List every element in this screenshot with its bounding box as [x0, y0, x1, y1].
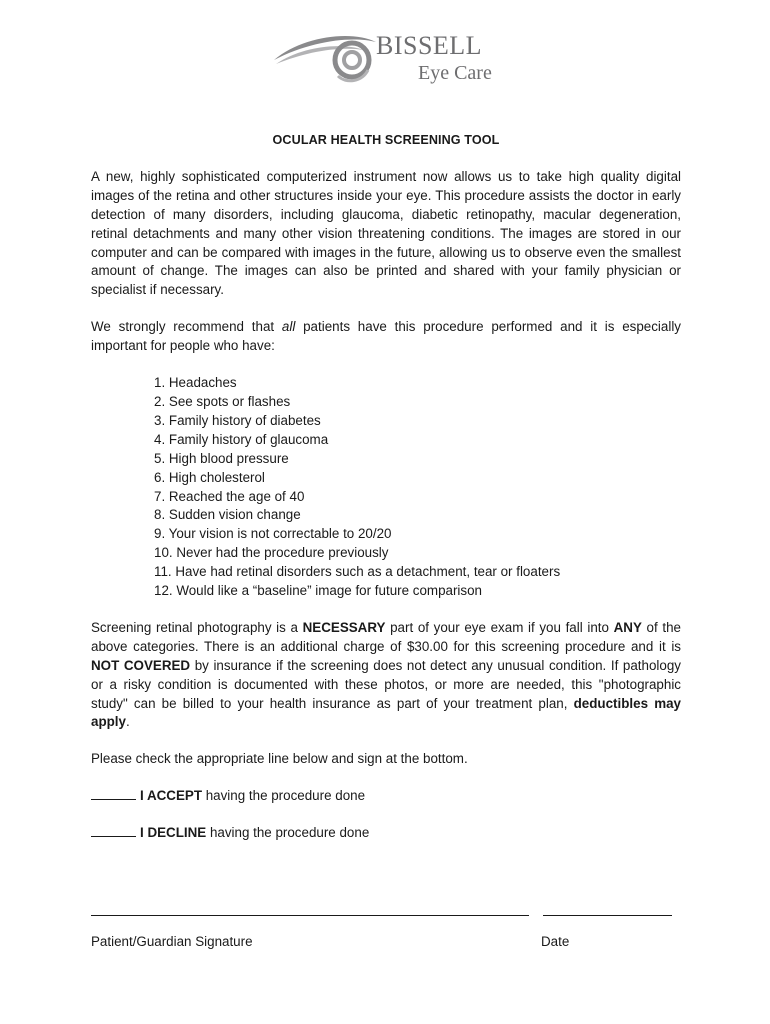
instruction-text: Please check the appropriate line below and sign at the bottom. [91, 751, 468, 767]
list-item: 7. Reached the age of 40 [154, 488, 305, 504]
document-body [91, 131, 681, 861]
screening-bold: NECESSARY [302, 619, 386, 635]
screening-text: by insurance if the screening does not detect any unusual condition. If pathology or a risky condition is documented with these photos, or more are needed, this "photographic study" can be billed to your health insurance as part of your treatment plan, [91, 657, 681, 711]
screening-paragraph [91, 619, 681, 732]
list-item: 8. Sudden vision change [154, 507, 301, 523]
list-item: 1. Headaches [154, 375, 237, 391]
decline-label: having the procedure done [206, 825, 370, 841]
decline-option [91, 824, 681, 843]
date-line[interactable] [543, 915, 672, 916]
screening-bold: ANY [613, 619, 642, 635]
screening-bold: NOT COVERED [91, 657, 191, 673]
screening-text: . [125, 714, 130, 730]
intro-paragraph: A new, highly sophisticated computerized instrument now allows us to take high quality digital images of the retina and other structures inside your eye. This procedure assists the doctor in early detection of many disorders, including glaucoma, diabetic retinopathy, macular degeneration, retinal detachments and many other vision threatening conditions. The images are stored in our computer and can be compared with images in the future, allowing us to observe even the smallest amount of change. The images can also be printed and shared with your family physician or specialist if necessary. [91, 168, 681, 298]
swirl-eye-icon [272, 30, 382, 88]
bissell-logo [272, 30, 502, 90]
list-item: 12. Would like a “baseline” image for future comparison [154, 583, 482, 599]
screening-text: Screening retinal photography is a [91, 619, 303, 635]
list-item: 4. Family history of glaucoma [154, 431, 329, 447]
signature-label: Patient/Guardian Signature [91, 934, 253, 949]
accept-label: having the procedure done [202, 788, 366, 804]
signature-line[interactable] [91, 915, 529, 916]
recommend-text: We strongly recommend that [91, 319, 282, 335]
screening-text: of the above categories. There is an additional charge of $30.00 for this screening procedure and it is [91, 619, 681, 654]
recommend-text-end: patients have this procedure performed and it is especially important for people who have: [91, 319, 682, 354]
decline-checkline[interactable] [91, 824, 136, 837]
accept-label-bold: I ACCEPT [140, 788, 202, 804]
accept-checkline[interactable] [91, 787, 136, 800]
brand-name: BISSELL [376, 31, 483, 60]
screening-bold: deductibles may apply [91, 695, 681, 730]
conditions-list [91, 374, 681, 601]
list-item: 9. Your vision is not correctable to 20/20 [154, 526, 392, 542]
recommendation-paragraph [91, 318, 681, 356]
date-label: Date [541, 934, 570, 949]
list-item: 11. Have had retinal disorders such as a detachment, tear or floaters [154, 564, 561, 580]
page-title: OCULAR HEALTH SCREENING TOOL [272, 133, 500, 147]
list-item: 3. Family history of diabetes [154, 412, 321, 428]
recommend-emphasis: all [281, 319, 296, 335]
decline-label-bold: I DECLINE [140, 825, 207, 841]
accept-option [91, 787, 681, 806]
list-item: 2. See spots or flashes [154, 393, 291, 409]
list-item: 6. High cholesterol [154, 469, 265, 485]
brand-subtitle: Eye Care [418, 62, 492, 84]
screening-text: part of your eye exam if you fall into [385, 619, 614, 635]
list-item: 10. Never had the procedure previously [154, 545, 389, 561]
list-item: 5. High blood pressure [154, 450, 289, 466]
